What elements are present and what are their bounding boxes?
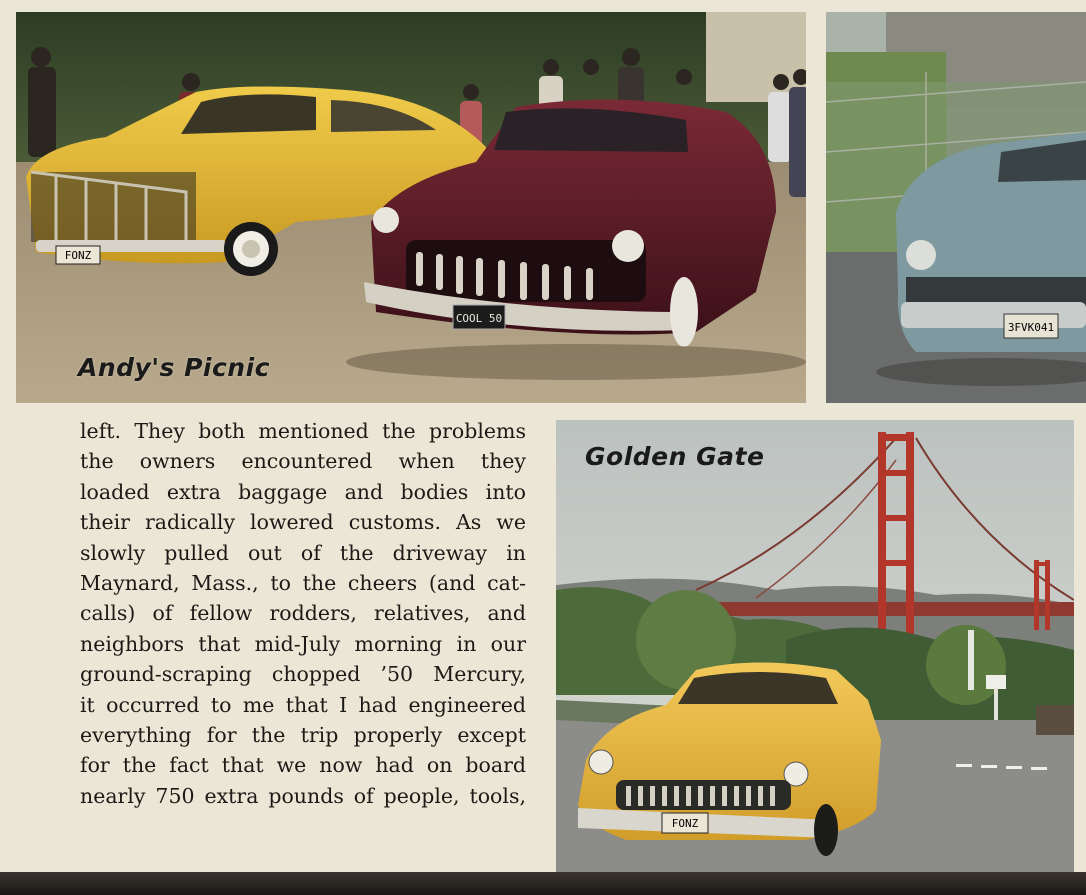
body-line: calls) of fellow rodders, relatives, and [80, 601, 526, 626]
blue-car-scene-illustration [826, 12, 1086, 403]
page-bottom-edge [0, 872, 1086, 895]
photo-andys-picnic [16, 12, 806, 403]
body-line: nearly 750 extra pounds of people, tools, [80, 783, 526, 808]
caption-andys-picnic: Andy's Picnic [78, 353, 270, 382]
photo-blue-mercury [826, 12, 1086, 403]
article-body-text [80, 416, 526, 811]
plate-golden-gate: FONZ [671, 817, 699, 830]
plate-maroon: COOL 50 [455, 312, 503, 325]
body-line: Maynard, Mass., to the cheers (and cat- [80, 570, 526, 595]
plate-blue: 3FVK041 [1007, 321, 1055, 334]
body-line: neighbors that mid-July morning in our [80, 631, 526, 656]
body-line: loaded extra baggage and bodies into [80, 479, 526, 504]
body-line: their radically lowered customs. As we [80, 510, 526, 535]
body-line: everything for the trip properly except [80, 722, 526, 747]
plate-yellow-left: FONZ [64, 249, 92, 262]
body-line: it occurred to me that I had engineered [80, 692, 526, 717]
body-line: for the fact that we now had on board [80, 753, 526, 778]
body-line: ground-scraping chopped ’50 Mercury, [80, 662, 526, 687]
body-line: left. They both mentioned the problems [80, 419, 526, 443]
caption-golden-gate: Golden Gate [585, 442, 765, 471]
body-line: the owners encountered when they [80, 449, 526, 474]
body-line: slowly pulled out of the driveway in [80, 540, 526, 565]
golden-gate-scene-illustration [556, 420, 1074, 872]
picnic-scene-illustration [16, 12, 806, 403]
photo-golden-gate [556, 420, 1074, 872]
